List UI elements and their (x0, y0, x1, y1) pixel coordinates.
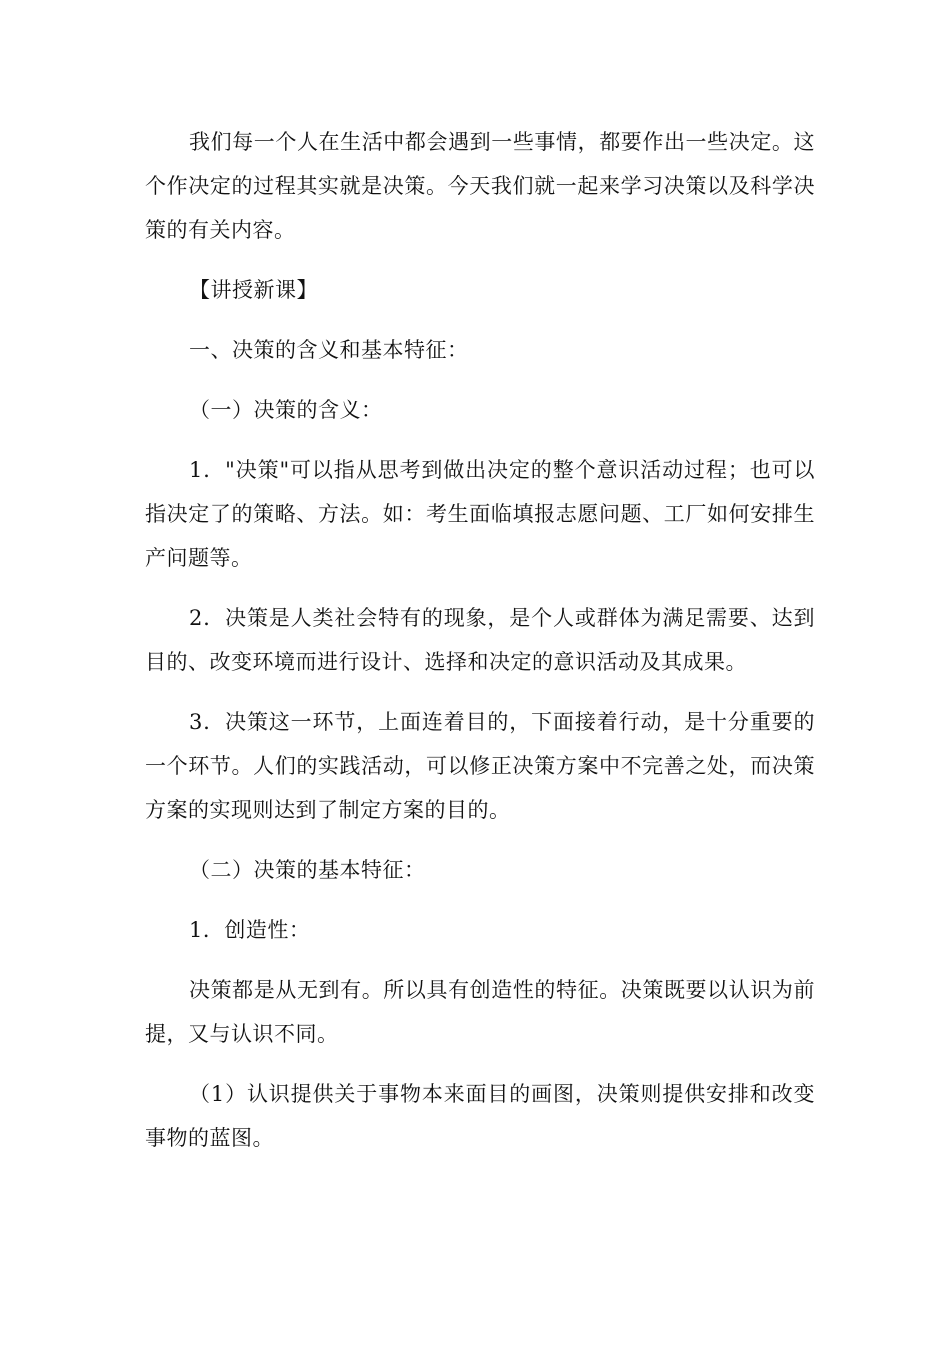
feature-1-heading: 1．创造性： (189, 918, 311, 942)
sub-point-1-paragraph: （1）认识提供关于事物本来面目的画图，决策则提供安排和改变事物的蓝图。 (145, 1082, 815, 1150)
section-label-new-lesson: 【讲授新课】 (189, 278, 318, 302)
creativity-paragraph: 决策都是从无到有。所以具有创造性的特征。决策既要以认识为前提，又与认识不同。 (145, 978, 815, 1046)
subheading-basic-features: （二）决策的基本特征： (189, 858, 426, 882)
intro-paragraph: 我们每一个人在生活中都会遇到一些事情，都要作出一些决定。这个作决定的过程其实就是决策。今天我们就一起来学习决策以及科学决策的有关内容。 (145, 130, 815, 242)
point-3-paragraph: 3．决策这一环节，上面连着目的，下面接着行动，是十分重要的一个环节。人们的实践活动，可以修正决策方案中不完善之处，而决策方案的实现则达到了制定方案的目的。 (145, 710, 815, 822)
point-2-paragraph: 2．决策是人类社会特有的现象，是个人或群体为满足需要、达到目的、改变环境而进行设计、选择和决定的意识活动及其成果。 (145, 606, 815, 674)
heading-meaning-and-features: 一、决策的含义和基本特征： (189, 338, 469, 362)
point-1-paragraph: 1．"决策"可以指从思考到做出决定的整个意识活动过程；也可以指决定了的策略、方法。如：考生面临填报志愿问题、工厂如何安排生产问题等。 (145, 458, 815, 570)
subheading-meaning: （一）决策的含义： (189, 398, 383, 422)
document-body (145, 120, 815, 1176)
